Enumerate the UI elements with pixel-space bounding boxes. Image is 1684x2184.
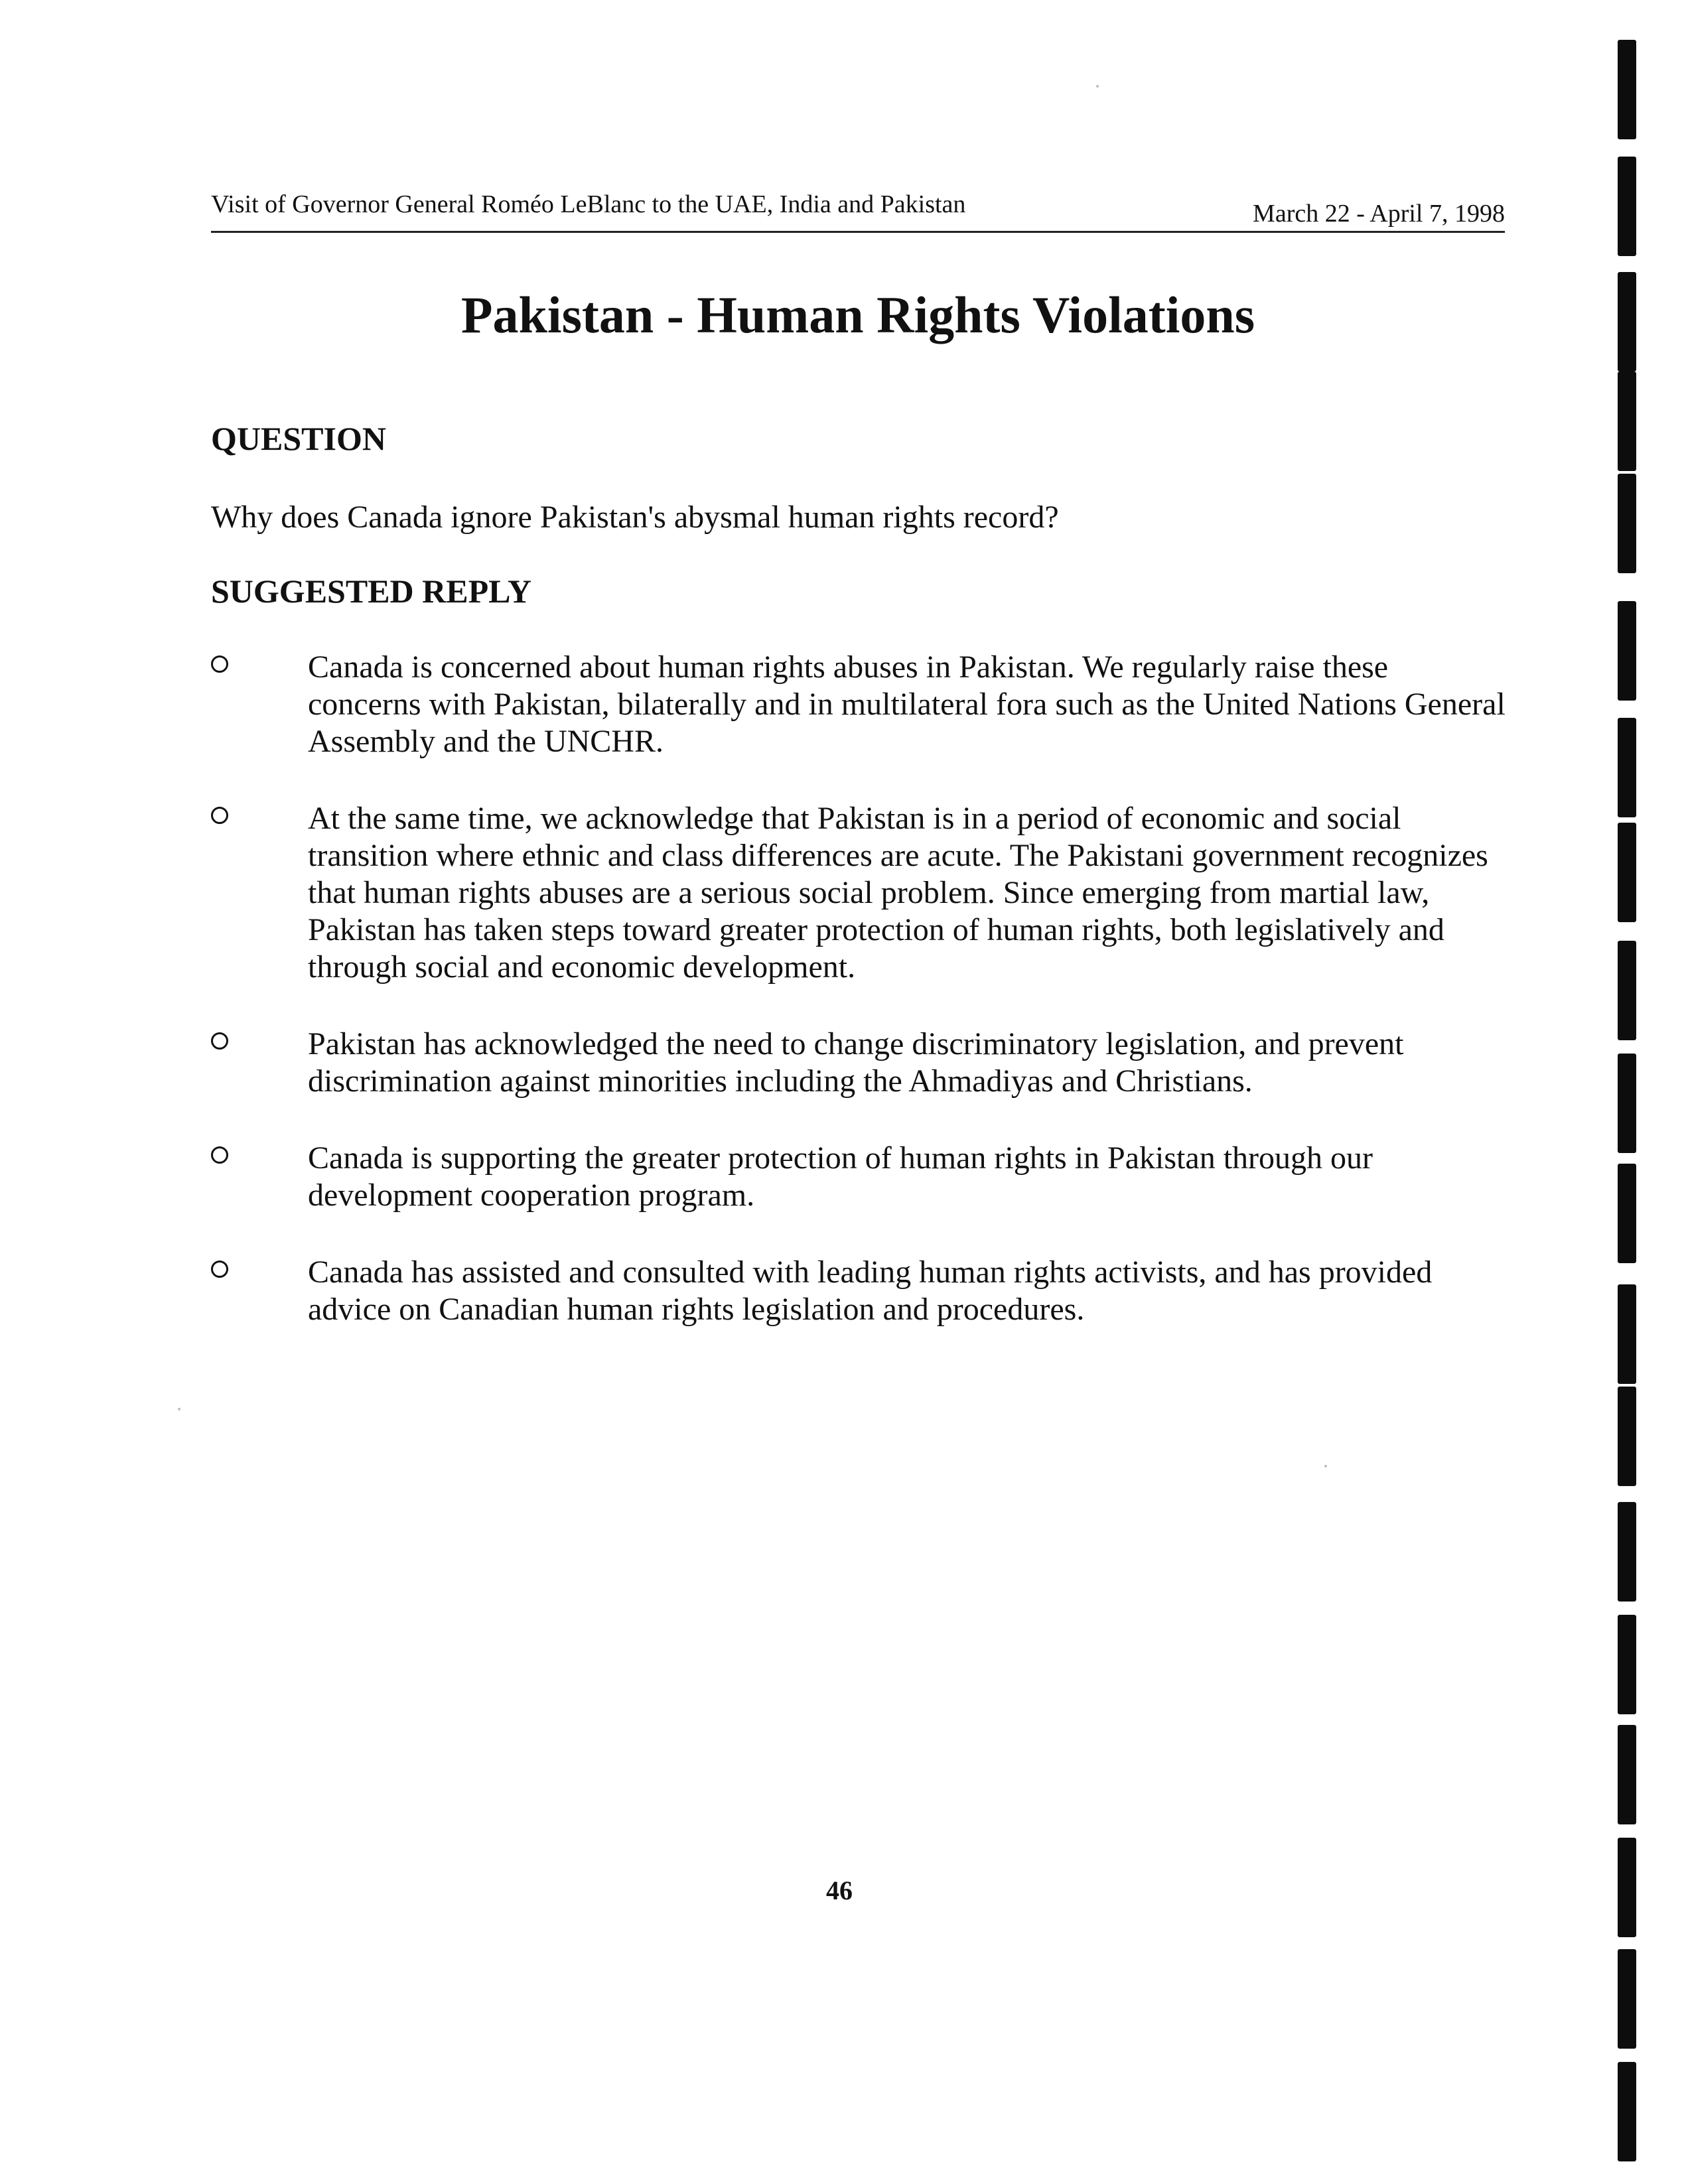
binding-mark: [1618, 474, 1636, 573]
binding-mark: [1618, 823, 1636, 922]
scan-speck: [1096, 85, 1099, 88]
page-title: Pakistan - Human Rights Violations: [460, 286, 1255, 344]
binding-mark: [1618, 1054, 1636, 1153]
question-heading: QUESTION: [211, 420, 386, 457]
binding-mark: [1618, 601, 1636, 701]
scan-speck: [178, 1408, 180, 1410]
reply-point-text: Canada is supporting the greater protection of human rights in Pakistan through our development cooperation program.: [308, 1140, 1373, 1213]
reply-point-text: At the same time, we acknowledge that Pakistan is in a period of economic and social transition where ethnic and class differences are acute. The Pakistani government recognizes that human rights abuses are a serious social problem. Since emerging from martial law, Pakistan has taken steps toward greater protection of human rights, both legislatively and through social and economic development.: [308, 801, 1488, 985]
header-rule: [211, 231, 1505, 233]
reply-point: [211, 800, 1511, 986]
header-date-range: March 22 - April 7, 1998: [1253, 200, 1505, 228]
circle-bullet-icon: [211, 1146, 228, 1164]
running-header: [211, 190, 1505, 227]
binding-mark: [1618, 1502, 1636, 1602]
binding-mark: [1618, 1838, 1636, 1937]
binding-mark: [1618, 1284, 1636, 1384]
scan-speck: [1324, 1465, 1327, 1467]
question-text: Why does Canada ignore Pakistan's abysmal human rights record?: [211, 500, 1059, 535]
reply-point: [211, 1026, 1511, 1100]
circle-bullet-icon: [211, 655, 228, 673]
binding-mark: [1618, 1387, 1636, 1486]
header-visit-title: Visit of Governor General Roméo LeBlanc to the UAE, India and Pakistan: [211, 190, 966, 218]
reply-point: [211, 649, 1511, 760]
binding-mark: [1618, 372, 1636, 471]
binding-mark: [1618, 1164, 1636, 1263]
binding-mark: [1618, 718, 1636, 817]
reply-point: [211, 1140, 1511, 1214]
binding-holes-strip: [1612, 0, 1646, 2184]
binding-mark: [1618, 1615, 1636, 1714]
binding-mark: [1618, 272, 1636, 372]
binding-mark: [1618, 941, 1636, 1040]
reply-point-text: Canada is concerned about human rights abuses in Pakistan. We regularly raise these concerns with Pakistan, bilaterally and in multilateral fora such as the United Nations General Assembly and the UNCHR.: [308, 649, 1506, 759]
binding-mark: [1618, 40, 1636, 139]
page-number: 46: [826, 1876, 853, 1905]
binding-mark: [1618, 1949, 1636, 2049]
suggested-reply-heading: SUGGESTED REPLY: [211, 573, 532, 610]
circle-bullet-icon: [211, 1261, 228, 1278]
reply-point-text: Canada has assisted and consulted with leading human rights activists, and has provided advice on Canadian human rights legislation and procedures.: [308, 1255, 1433, 1327]
circle-bullet-icon: [211, 807, 228, 824]
reply-point-text: Pakistan has acknowledged the need to change discriminatory legislation, and prevent discrimination against minorities including the Ahmadiyas and Christians.: [308, 1026, 1404, 1099]
reply-points-list: [211, 649, 1511, 1368]
circle-bullet-icon: [211, 1032, 228, 1050]
binding-mark: [1618, 157, 1636, 256]
reply-point: [211, 1254, 1511, 1328]
binding-mark: [1618, 1725, 1636, 1824]
binding-mark: [1618, 2062, 1636, 2161]
